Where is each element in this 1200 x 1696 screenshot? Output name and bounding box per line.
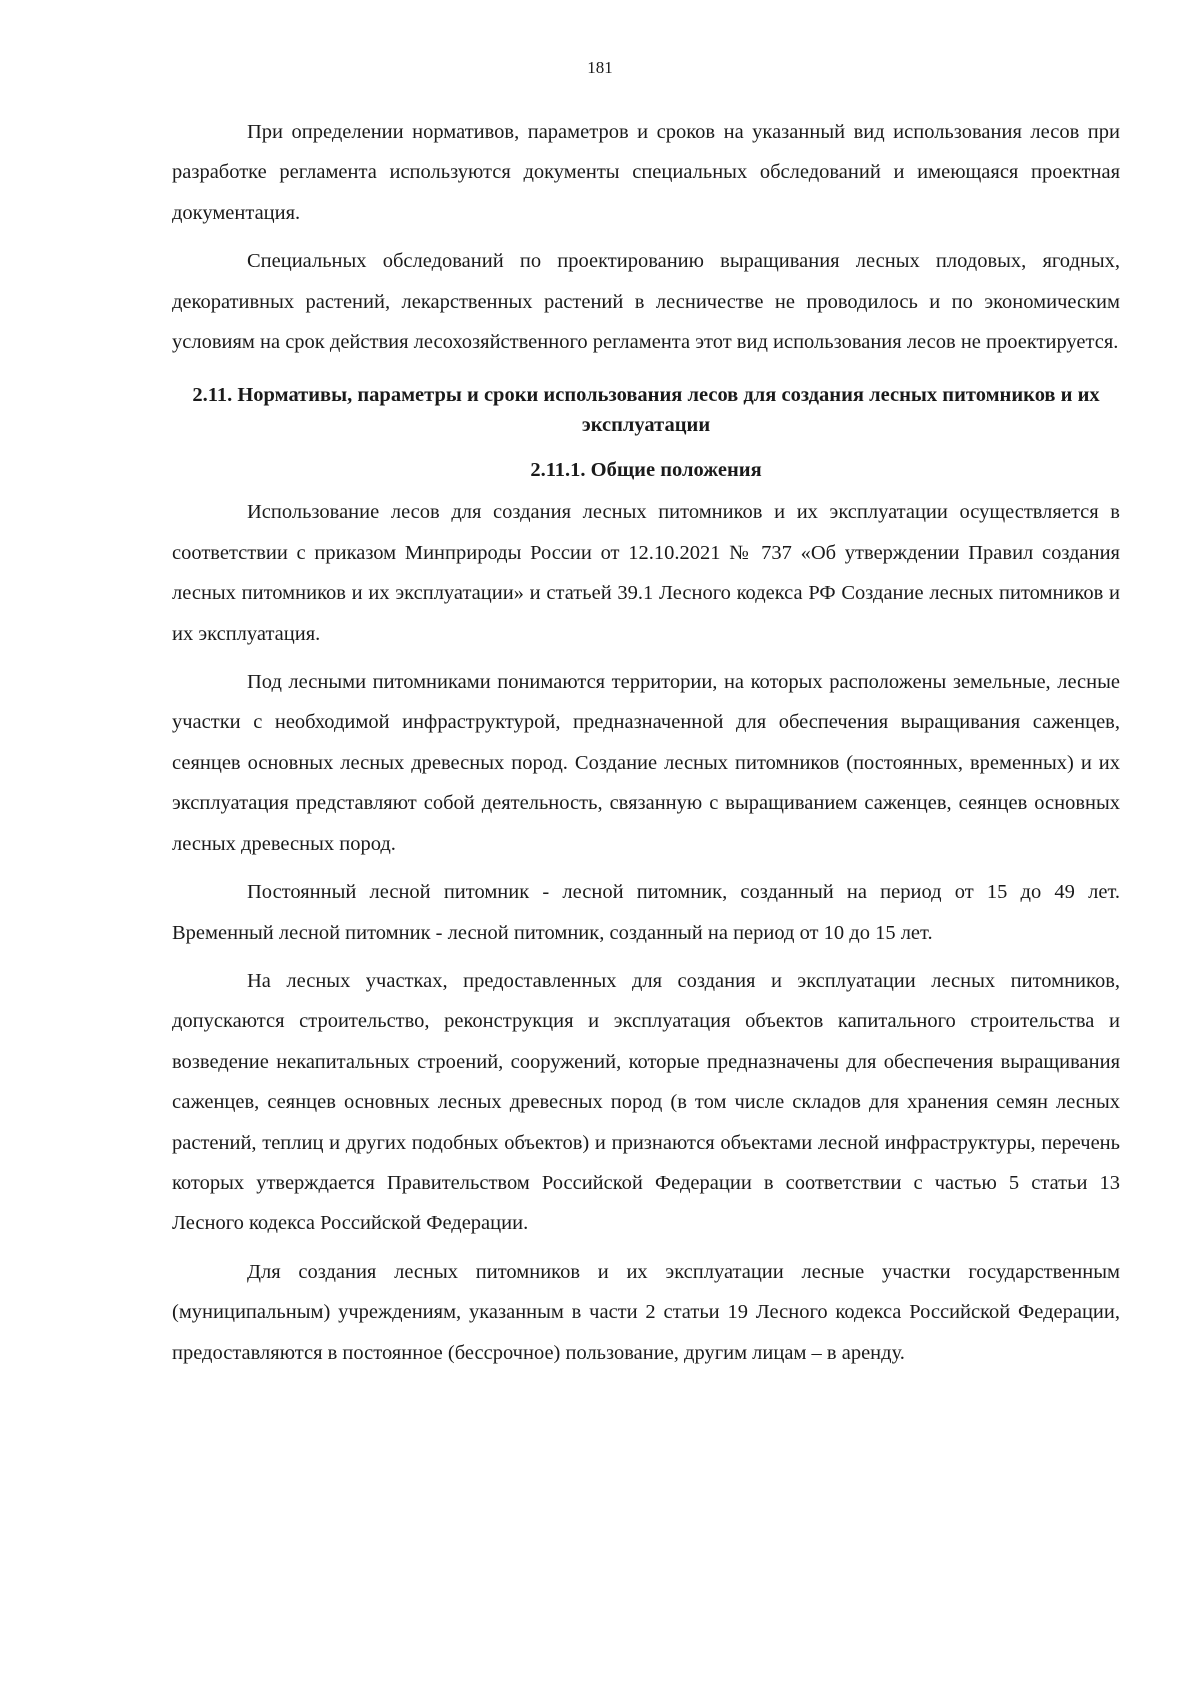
- paragraph-main-1: Использование лесов для создания лесных питомников и их эксплуатации осуществляется в соответствии с приказом Минприроды России от 12.10.2021 № 737 «Об утверждении Правил создания лесных питомников и их эксплуатации» и статьей 39.1 Лесного кодекса РФ Создание лесных питомников и их эксплуатация.: [172, 501, 1120, 645]
- paragraph-main-2: Под лесными питомниками понимаются территории, на которых расположены земельные, лесные участки с необходимой инфраструктурой, предназначенной для обеспечения выращивания саженцев, сеянцев основных лесных древесных пород. Создание лесных питомников (постоянных, временных) и их эксплуатация представляют собой деятельность, связанную с выращиванием саженцев, сеянцев основных лесных древесных пород.: [172, 671, 1120, 855]
- section-heading: 2.11. Нормативы, параметры и сроки использования лесов для создания лесных питомников и их эксплуатации: [192, 384, 1100, 437]
- section-subheading: 2.11.1. Общие положения: [530, 459, 762, 482]
- paragraph-main-5: Для создания лесных питомников и их эксплуатации лесные участки государственным (муниципальным) учреждениям, указанным в части 2 статьи 19 Лесного кодекса Российской Федерации, предоставляются в постоянное (бессрочное) пользование, другим лицам – в аренду.: [172, 1260, 1120, 1364]
- page-content: [172, 112, 1120, 1381]
- paragraph-intro-2: Специальных обследований по проектированию выращивания лесных плодовых, ягодных, декоративных растений, лекарственных растений в лесничестве не проводилось и по экономическим условиям на срок действия лесохозяйственного регламента этот вид использования лесов не проектируется.: [172, 250, 1120, 354]
- paragraph-main-3: Постоянный лесной питомник - лесной питомник, созданный на период от 15 до 49 лет. Временный лесной питомник - лесной питомник, созданный на период от 10 до 15 лет.: [172, 881, 1120, 944]
- page-number: 181: [587, 58, 613, 77]
- paragraph-intro-1: При определении нормативов, параметров и сроков на указанный вид использования лесов при разработке регламента используются документы специальных обследований и имеющаяся проектная документация.: [172, 121, 1120, 224]
- paragraph-main-4: На лесных участках, предоставленных для создания и эксплуатации лесных питомников, допускаются строительство, реконструкция и эксплуатация объектов капитального строительства и возведение некапитальных строений, сооружений, которые предназначены для обеспечения выращивания саженцев, сеянцев основных лесных древесных пород (в том числе складов для хранения семян лесных растений, теплиц и других подобных объектов) и признаются объектами лесной инфраструктуры, перечень которых утверждается Правительством Российской Федерации в соответствии с частью 5 статьи 13 Лесного кодекса Российской Федерации.: [172, 969, 1120, 1235]
